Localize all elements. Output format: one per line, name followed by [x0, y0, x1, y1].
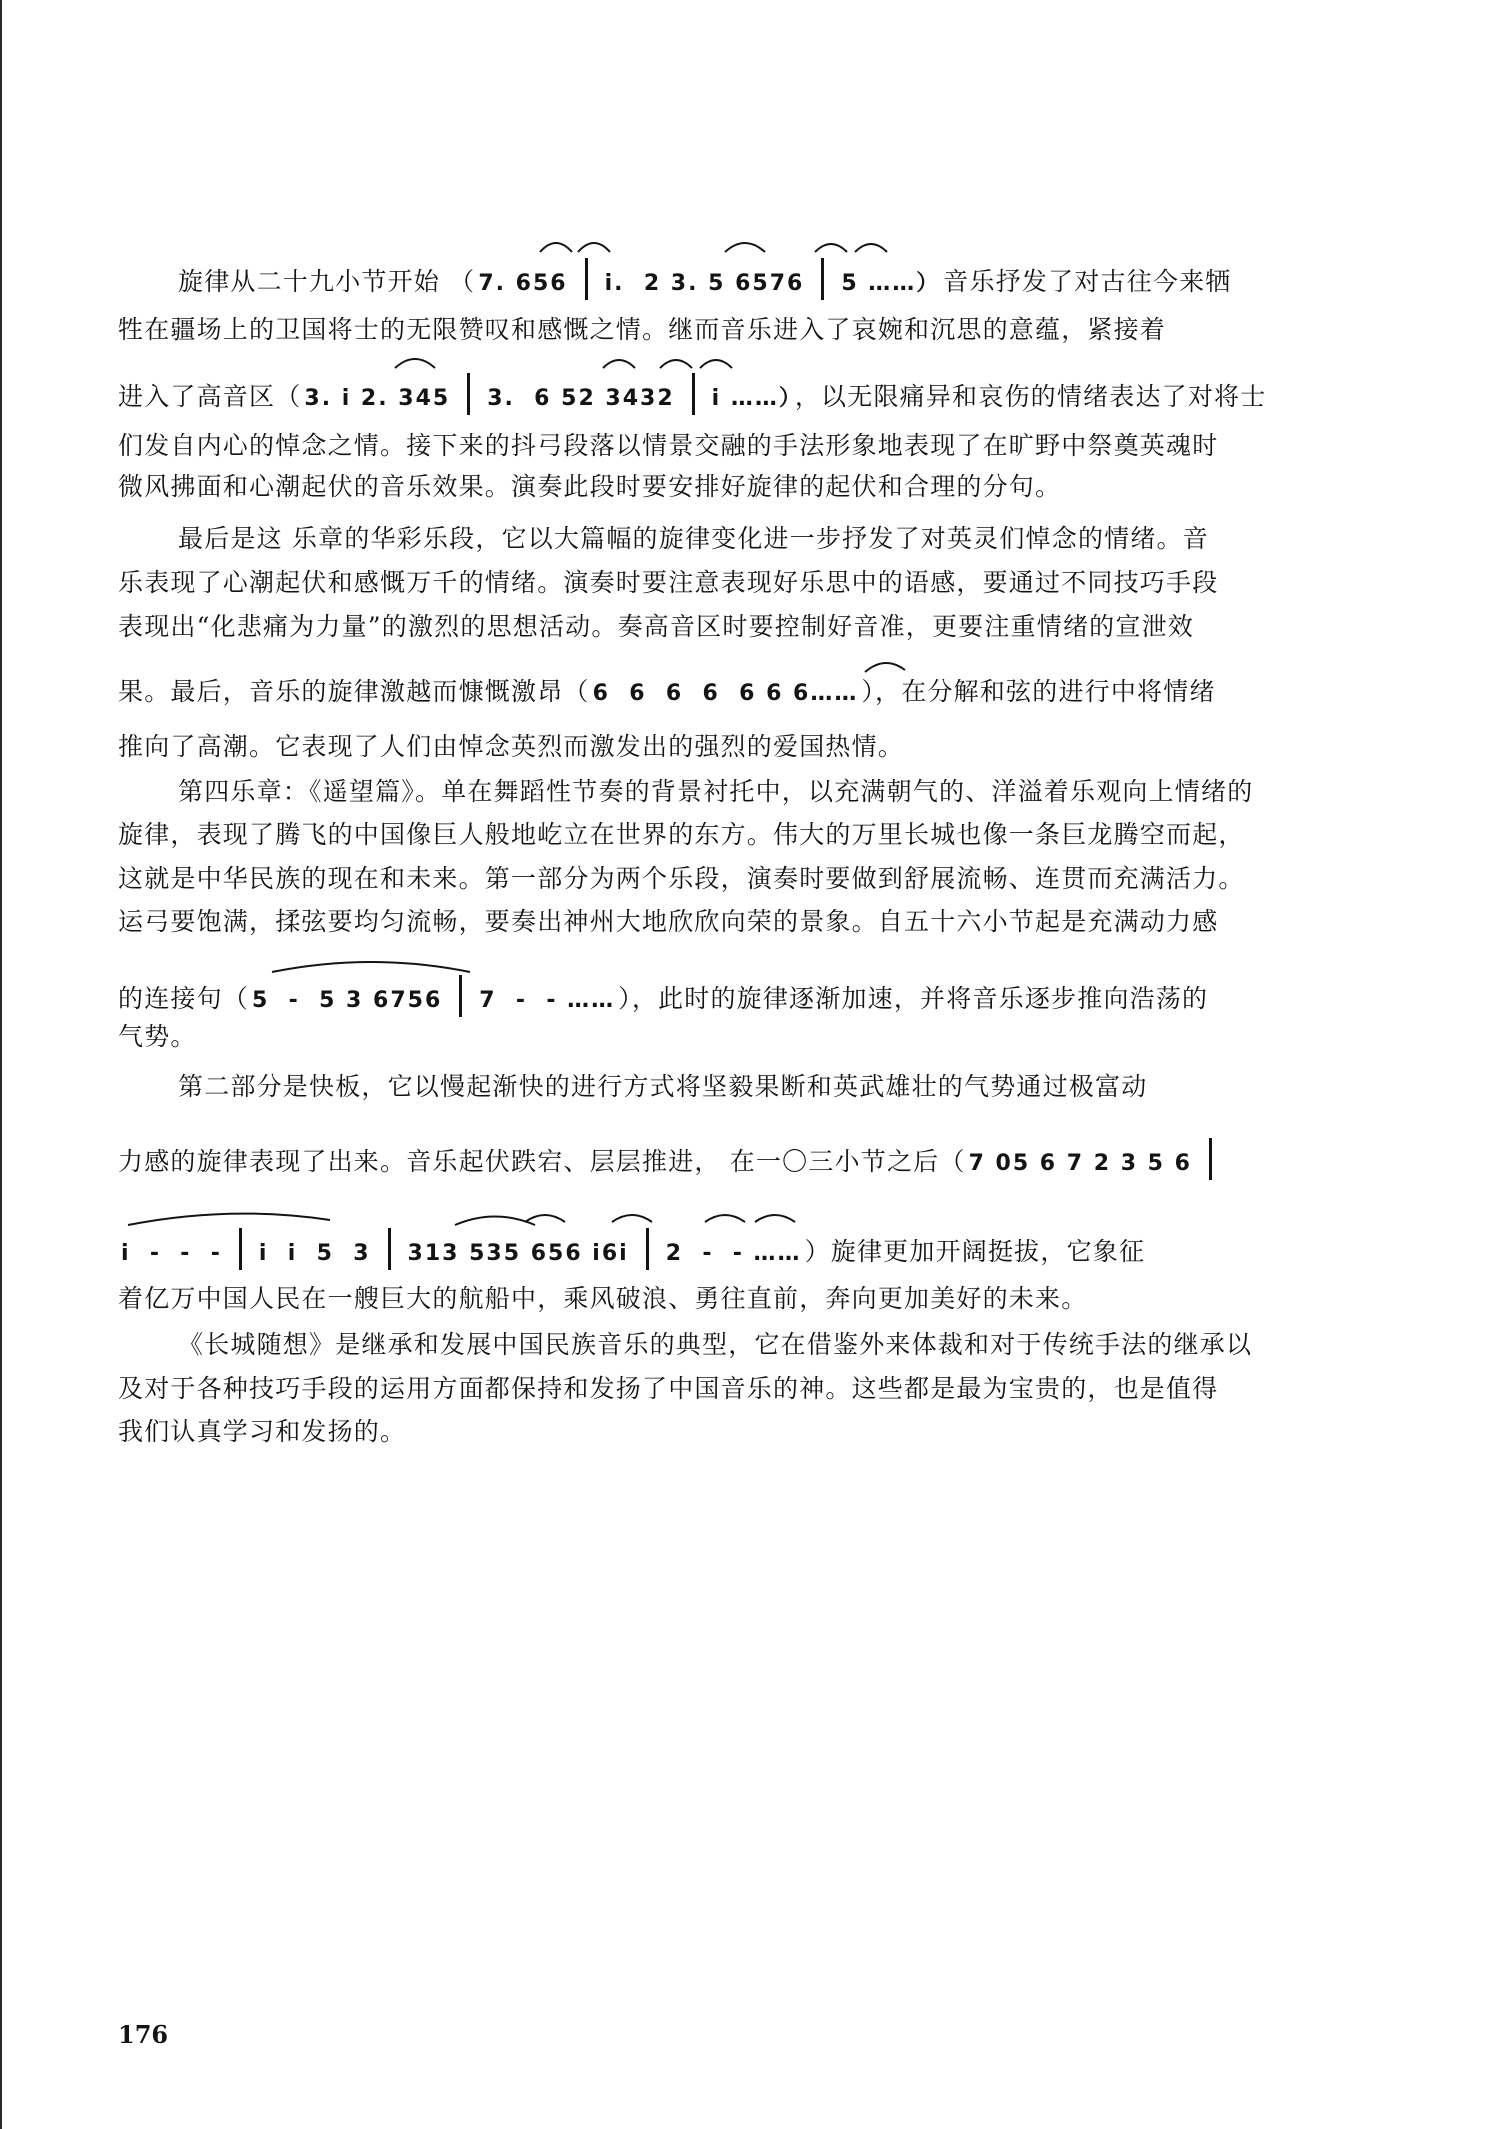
slur-mark	[865, 663, 905, 672]
text-run: ）旋律更加开阔挺拔，它象征	[804, 1237, 1146, 1266]
p2-line5: 推向了高潮。它表现了人们由悼念英烈而激发出的强烈的爱国热情。	[118, 732, 905, 761]
notation-snippet: 3. i 2. 345	[304, 386, 451, 411]
slur-mark	[705, 1215, 745, 1222]
notation-snippet: i - - -	[121, 1241, 222, 1266]
p1-line4: 们发自内心的悼念之情。接下来的抖弓段落以情景交融的手法形象地表现了在旷野中祭奠英魂时	[118, 431, 1219, 460]
notation-snippet: 3. 6 52 3432	[487, 386, 675, 411]
notation-snippet: 5 ……）	[841, 271, 941, 296]
slur-mark	[725, 243, 765, 252]
notation-snippet: 6 6 6 6 6 6 6……	[592, 681, 859, 706]
p3-line2: 旋律，表现了腾飞的中国像巨人般地屹立在世界的东方。伟大的万里长城也像一条巨龙腾空而起，	[118, 820, 1245, 849]
text-run: 果。最后，音乐的旋律激越而慷慨激昂（	[118, 677, 590, 706]
text-run: 进入了高音区（	[118, 382, 302, 411]
notation-snippet: 7. 656	[478, 271, 568, 296]
p5-line3: 我们认真学习和发扬的。	[118, 1417, 407, 1446]
slur-mark	[578, 243, 610, 252]
p2-line2: 乐表现了心潮起伏和感慨万千的情绪。演奏时要注意表现好乐思中的语感，要通过不同技巧手段	[118, 568, 1219, 597]
slur-mark	[612, 1215, 652, 1222]
text-run: 的连接句（	[118, 984, 250, 1013]
notation-snippet: 2 - - ……	[665, 1241, 802, 1266]
notation-snippet: i ……）	[711, 386, 792, 411]
p3-line6: 气势。	[118, 1022, 197, 1051]
page-number: 176	[118, 2020, 169, 2049]
notation-snippet: i. 2 3. 5 6576	[604, 271, 805, 296]
p3-line4: 运弓要饱满，揉弦要均匀流畅，要奏出神州大地欣欣向荣的景象。自五十六小节起是充满动力感	[118, 907, 1219, 936]
slur-mark	[815, 244, 847, 252]
text-run: ），在分解和弦的进行中将情绪	[861, 677, 1216, 706]
notation-snippet: i i 5 3	[258, 1241, 371, 1266]
slur-mark	[755, 1215, 795, 1222]
p3-line1: 第四乐章：《遥望篇》。单在舞蹈性节奏的背景衬托中，以充满朝气的、洋溢着乐观向上情绪的	[178, 777, 1254, 806]
notation-snippet: 7 - - ……	[479, 988, 616, 1013]
p2-line1: 最后是这 乐章的华彩乐段，它以大篇幅的旋律变化进一步抒发了对英灵们悼念的情绪。音	[178, 524, 1209, 553]
slur-mark	[660, 360, 692, 368]
notation-snippet: 5 - 5 3 6756	[252, 988, 443, 1013]
slur-mark	[128, 1214, 330, 1225]
text-run: 音乐抒发了对古往今来牺	[943, 267, 1232, 296]
slur-mark	[540, 243, 572, 252]
p5-line1: 《长城随想》是继承和发展中国民族音乐的典型，它在借鉴外来体裁和对于传统手法的继承以	[178, 1330, 1253, 1359]
p1-line2: 牲在疆场上的卫国将士的无限赞叹和感慨之情。继而音乐进入了哀婉和沉思的意蕴，紧接着	[118, 315, 1167, 344]
notation-snippet: 7 05 6 7 2 3 5 6	[968, 1151, 1192, 1176]
text-run: 旋律从二十九小节开始 （	[178, 267, 476, 296]
text-run: 力感的旋律表现了出来。音乐起伏跌宕、层层推进， 在一〇三小节之后（	[118, 1147, 966, 1176]
p2-line3: 表现出“化悲痛为力量”的激烈的思想活动。奏高音区时要控制好音准，更要注重情绪的宣泄效	[118, 612, 1194, 641]
slur-mark	[455, 1217, 535, 1226]
p4-line4: 着亿万中国人民在一艘巨大的航船中，乘风破浪、勇往直前，奔向更加美好的未来。	[118, 1284, 1088, 1313]
slur-mark	[272, 962, 470, 972]
slur-mark	[525, 1215, 565, 1222]
p4-line1: 第二部分是快板，它以慢起渐快的进行方式将坚毅果断和英武雄壮的气势通过极富动	[178, 1072, 1148, 1101]
p3-line3: 这就是中华民族的现在和未来。第一部分为两个乐段，演奏时要做到舒展流畅、连贯而充满活力。	[118, 864, 1245, 893]
p1-line5: 微风拂面和心潮起伏的音乐效果。演奏此段时要安排好旋律的起伏和合理的分句。	[118, 472, 1062, 501]
notation-snippet: 313 535 656 i6i	[407, 1241, 629, 1266]
slur-mark	[603, 360, 635, 368]
text-run: ，以无限痛异和哀伤的情绪表达了对将士	[794, 382, 1267, 411]
p5-line2: 及对于各种技巧手段的运用方面都保持和发扬了中国音乐的神。这些都是最为宝贵的，也是值得	[118, 1374, 1219, 1403]
slur-mark	[395, 359, 435, 368]
text-run: ），此时的旋律逐渐加速，并将音乐逐步推向浩荡的	[618, 984, 1209, 1013]
slur-mark	[700, 360, 732, 368]
slur-mark	[855, 244, 887, 252]
